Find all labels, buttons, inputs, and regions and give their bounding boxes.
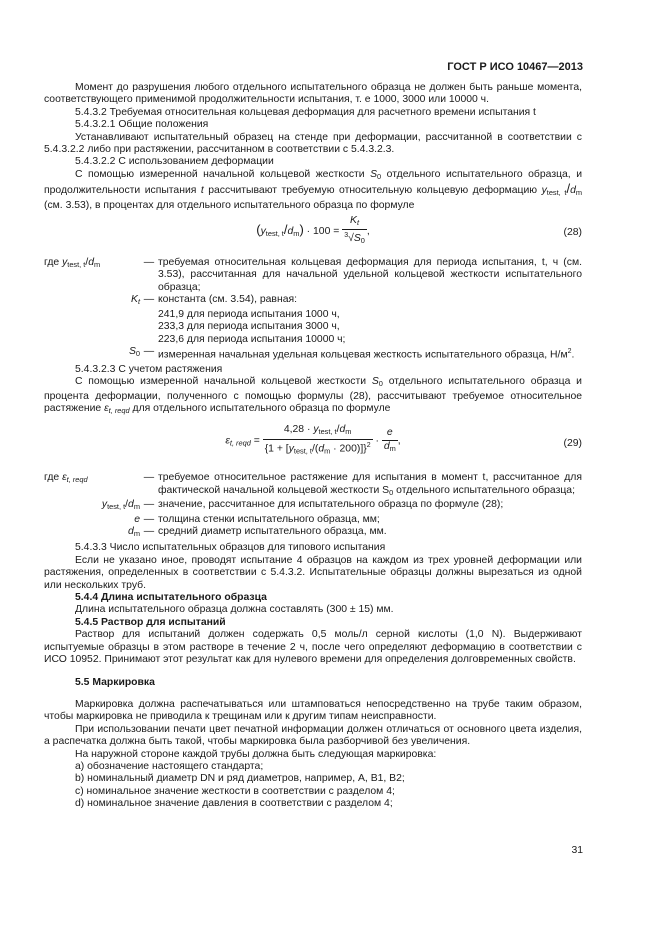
paragraph: На наружной стороне каждой трубы должна быть следующая маркировка: <box>75 748 437 760</box>
definitions-29: где $\varepsilon_{t, reqd}$ — требуемое относительное растяжение для испытания в момент t, рассчитанное для фактической начальной кольцевой жесткости $S_0$ отдельного испытательного образца; $y_{test, t}/d_m$ — значение, рассчитанное для испытательного образца по формуле (28); e — толщина стенки испытательного образца, мм; $d_m$ — средний диаметр испытательного образца, мм. <box>44 472 582 539</box>
subsection-heading: 5.4.3.2.1 Общие положения <box>75 119 209 131</box>
document-body <box>44 82 582 811</box>
paragraph: Маркировка должна распечатываться или штамповаться непосредственно на трубе таким образом, чтобы маркировка не приводила к трещинам или к другим типам неисправности. <box>44 698 582 723</box>
list-item: c) номинальное значение жесткости в соответствии с разделом 4; <box>75 785 395 797</box>
subsection-heading: 5.4.3.2 Требуемая относительная кольцевая деформация для расчетного времени испытания t <box>75 106 536 118</box>
subsection-heading: 5.4.3.2.2 С использованием деформации <box>75 156 274 168</box>
paragraph: Длина испытательного образца должна составлять (300 ± 15) мм. <box>75 604 394 616</box>
paragraph: При использовании печати цвет печатной информации должен отличаться от основного цвета изделия, а распечатка должна быть такой, чтобы маркировка была разборчивой без увеличения. <box>44 723 582 748</box>
paragraph: Раствор для испытаний должен содержать 0,5 моль/л серной кислоты (1,0 N). Выдерживают испытуемые образцы в этом растворе в течение 2 ч, после чего определяют деформацию в соответствии с ИСО 10952. Принимают этот результат как для нулевого времени для определения долговременных свойств. <box>44 629 582 666</box>
subsection-heading: 5.4.5 Раствор для испытаний <box>75 616 226 628</box>
paragraph: С помощью измеренной начальной кольцевой жесткости $S_0$ отдельного испытательного образца, и продолжительности испытания t рассчитывают требуемую относительную кольцевую деформацию $y_{test, t}/d_m$ (см. 3.53), в процентах для отдельного испытательного образца по формуле <box>44 168 583 211</box>
list-item: b) номинальный диаметр DN и ряд диаметров, например, A, B1, B2; <box>75 773 405 785</box>
definitions-28: где $y_{test, t}/d_m$ — требуемая относительная кольцевая деформация для периода испытания, t, ч (см. 3.53), рассчитанная для начальной удельной кольцевой жесткости испытательного образца; $K_t$ — константа (см. 3.54), равная: 241,9 для периода испытания 1000 ч, 233,3 для периода испытания 3000 ч, 223,6 для периода испытания 10000 ч; $S_0$ — измеренная начальная удельная кольцевая жесткость испытательного образца, $Н/м^2$. <box>44 257 582 361</box>
formula-28: $(y_{test, t}/d_m) \cdot 100$ = $\frac{K_t}{^3√S_0}$ , (28) <box>256 215 582 246</box>
section-heading: 5.5 Маркировка <box>75 676 155 688</box>
subsection-heading: 5.4.4 Длина испытательного образца <box>75 592 267 604</box>
paragraph: С помощью измеренной начальной кольцевой жесткости $S_0$ отдельного испытательного образца и процента деформации, полученного с помощью формулы (28), рассчитывают требуемое относительное растяжение $\varepsilon_{t, reqd}$ для отдельного испытательного образца по формуле <box>44 376 582 415</box>
formula-number: (28) <box>563 227 582 239</box>
paragraph: Если не указано иное, проводят испытание 4 образцов на каждом из трех уровней деформации или растяжения, определенных в соответствии с 5.4.3.2. Испытательные образцы должны вырезаться из одной или нескольких труб. <box>44 554 582 591</box>
subsection-heading: 5.4.3.2.3 С учетом растяжения <box>75 363 223 375</box>
page-number: 31 <box>571 845 583 856</box>
formula-number: (29) <box>563 438 582 450</box>
paragraph: Момент до разрушения любого отдельного испытательного образца не должен быть раньше момента, соответствующего применимой продолжительности испытания, т. е 1000, 3000 или 10000 ч. <box>44 82 582 106</box>
k-values: 241,9 для периода испытания 1000 ч, 233,3 для периода испытания 3000 ч, 223,6 для периода испытания 10000 ч; <box>158 308 346 345</box>
subsection-heading: 5.4.3.3 Число испытательных образцов для типового испытания <box>75 542 386 554</box>
list-item: d) номинальное значение давления в соответствии с разделом 4; <box>75 798 393 810</box>
standard-header: ГОСТ Р ИСО 10467—2013 <box>447 61 583 73</box>
list-item: а) обозначение настоящего стандарта; <box>75 760 264 772</box>
paragraph: Устанавливают испытательный образец на стенде при деформации, рассчитанной в соответствии с 5.4.3.2.2 либо при растяжении, рассчитанном в соответствии с 5.4.3.2.3. <box>44 131 582 156</box>
formula-29: $\varepsilon_{t, reqd}$ = $\frac{4,28 \cdot y_{test, t}/d_m}{\{1 + [y_{test, t}/(d_m \cdot 200)]\}^2}$ · $\frac{e}{d_m}$ , (29) <box>225 424 582 456</box>
